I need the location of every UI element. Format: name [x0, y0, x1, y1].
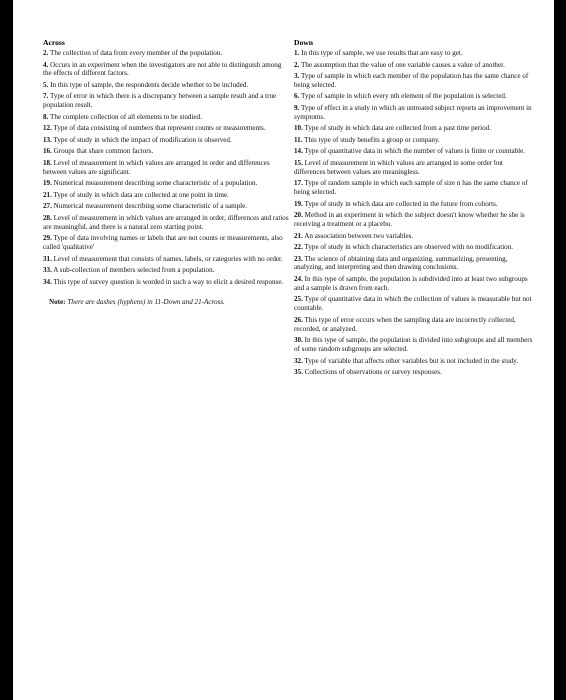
clue-number: 11.	[294, 135, 303, 144]
clue-number: 27.	[43, 202, 52, 211]
across-clue	[43, 147, 289, 156]
clue-text: Level of measurement in which values are arranged in order, differences and ratios are meaningful, and there is a natural zero starting point.	[43, 213, 289, 231]
down-clue	[294, 92, 534, 101]
clue-text: Type of quantitative data in which the collection of values is measurable but not countable.	[294, 295, 532, 313]
clue-number: 13.	[43, 135, 52, 144]
clue-number: 32.	[294, 356, 303, 365]
worksheet-page	[13, 0, 554, 700]
clue-number: 19.	[294, 199, 303, 208]
across-clue-list	[43, 49, 289, 286]
clue-text: This type of error occurs when the sampling data are incorrectly collected, recorded, or analyzed.	[294, 315, 516, 333]
across-clue	[43, 159, 289, 177]
clue-number: 21.	[294, 231, 303, 240]
clue-text: Type of sample in which every nth element of the population is selected.	[300, 92, 507, 101]
down-clue-list	[294, 49, 534, 377]
clue-text: Type of variable that affects other variables but is not included in the study.	[304, 356, 519, 365]
clue-number: 33.	[43, 266, 52, 275]
clue-number: 35.	[294, 368, 303, 377]
across-column	[43, 38, 289, 380]
clue-text: Occurs in an experiment when the investigators are not able to distinguish among the effects of different factors.	[43, 60, 282, 78]
clue-number: 15.	[294, 158, 303, 167]
clue-text: In this type of sample, we use results that are easy to get.	[301, 49, 463, 57]
down-clue	[294, 147, 534, 156]
clue-number: 34.	[43, 277, 52, 286]
clue-text: This type of survey question is worded in such a way to elicit a desired response.	[53, 277, 284, 286]
clue-number: 10.	[294, 124, 303, 133]
down-clue	[294, 368, 534, 377]
clue-text: Type of random sample in which each sample of size n has the same chance of being selected.	[294, 179, 528, 197]
down-heading: Down	[294, 38, 313, 47]
down-clue	[294, 61, 534, 70]
note-text: There are dashes (hyphens) in 11-Down and 21-Across.	[67, 298, 225, 307]
clue-number: 29.	[43, 234, 52, 243]
clue-text: Type of study in which characteristics are observed with no modification.	[304, 243, 514, 252]
down-clue	[294, 316, 534, 334]
clue-text: Groups that share common factors.	[53, 147, 154, 156]
clue-number: 6.	[294, 92, 300, 101]
clue-number: 14.	[294, 147, 303, 156]
clue-text: Type of sample in which each member of the population has the same chance of being selected.	[294, 72, 529, 89]
clue-text: Type of study in which data are collected in the future from cohorts.	[304, 199, 498, 208]
across-clue	[43, 61, 289, 79]
down-clue	[294, 104, 534, 122]
clue-number: 12.	[43, 124, 52, 133]
clue-text: The assumption that the value of one variable causes a value of another.	[300, 60, 505, 69]
down-clue	[294, 295, 534, 313]
clue-text: Numerical measurement describing some characteristic of a population.	[53, 179, 258, 188]
down-clue	[294, 357, 534, 366]
clue-number: 17.	[294, 179, 303, 188]
across-clue	[43, 179, 289, 188]
clue-number: 21.	[43, 190, 52, 199]
clue-number: 24.	[294, 274, 303, 283]
down-clue	[294, 49, 534, 58]
clue-text: Type of quantitative data in which the number of values is finite or countable.	[304, 147, 526, 156]
clue-text: In this type of sample, the respondents decide whether to be included.	[50, 80, 249, 89]
clue-text: Type of error in which there is a discrepancy between a sample result and a true population result.	[43, 92, 277, 110]
clue-number: 9.	[294, 103, 300, 112]
clue-number: 3.	[294, 72, 300, 80]
clue-number: 4.	[43, 60, 49, 69]
clue-number: 2.	[43, 49, 49, 57]
down-clue	[294, 336, 534, 354]
clue-number: 16.	[43, 147, 52, 156]
clue-text: Type of study in which data are collected from a past time period.	[304, 124, 491, 133]
clue-text: Level of measurement that consists of names, labels, or categories with no order.	[53, 254, 283, 263]
clue-number: 7.	[43, 92, 49, 101]
across-clue	[43, 92, 289, 110]
clue-number: 28.	[43, 213, 52, 222]
clue-text: Type of data involving names or labels that are not counts or measurements, also called 'qualitative'	[43, 234, 283, 252]
across-clue	[43, 191, 289, 200]
across-clue	[43, 136, 289, 145]
clue-number: 18.	[43, 158, 52, 167]
across-clue	[43, 234, 289, 252]
clue-text: Collections of observations or survey responses.	[304, 368, 442, 377]
down-clue	[294, 243, 534, 252]
down-clue	[294, 211, 534, 229]
clue-number: 31.	[43, 254, 52, 263]
down-clue	[294, 72, 534, 90]
down-column	[294, 38, 534, 380]
clue-text: In this type of sample, the population is divided into subgroups and all members of some random subgroups are selected.	[294, 336, 533, 354]
clue-text: Level of measurement in which values are arranged in some order but differences between values are meaningless.	[294, 158, 504, 176]
clue-number: 8.	[43, 112, 49, 121]
down-clue	[294, 232, 534, 241]
across-clue	[43, 214, 289, 232]
clue-text: Level of measurement in which values are arranged in order and differences between values are significant.	[43, 158, 270, 176]
across-clue	[43, 202, 289, 211]
clue-number: 23.	[294, 254, 303, 263]
clue-text: An association between two variables.	[304, 231, 414, 240]
down-clue	[294, 159, 534, 177]
across-clue	[43, 113, 289, 122]
down-clue	[294, 179, 534, 197]
down-clue	[294, 124, 534, 133]
clue-text: Method in an experiment in which the subject doesn't know whether he she is receiving a treatment or a placebo.	[294, 211, 525, 229]
clue-text: In this type of sample, the population is subdivided into at least two subgroups and a sample is drawn from each.	[294, 274, 528, 292]
across-clue	[43, 255, 289, 264]
clue-number: 22.	[294, 243, 303, 252]
note-label: Note:	[49, 298, 66, 307]
down-clue	[294, 136, 534, 145]
clue-text: Type of data consisting of numbers that represent counts or measurements.	[53, 124, 266, 133]
clue-number: 26.	[294, 315, 303, 324]
note	[43, 298, 289, 307]
clue-text: Numerical measurement describing some characteristic of a sample.	[53, 202, 248, 211]
clue-number: 2.	[294, 60, 300, 69]
across-clue	[43, 278, 289, 287]
clue-text: The complete collection of all elements to be studied.	[49, 112, 202, 121]
clue-number: 5.	[43, 80, 49, 89]
across-clue	[43, 266, 289, 275]
across-clue	[43, 81, 289, 90]
clue-number: 30.	[294, 336, 303, 345]
clue-text: Type of study in which the impact of modification is observed.	[53, 135, 232, 144]
down-clue	[294, 275, 534, 293]
clue-text: The collection of data from every member of the population.	[49, 49, 223, 57]
across-clue	[43, 49, 289, 58]
clue-text: Type of effect in a study in which an untreated subject reports an improvement in symptoms.	[294, 103, 532, 121]
clue-text: A sub-collection of members selected from a population.	[53, 266, 215, 275]
clue-number: 19.	[43, 179, 52, 188]
down-clue	[294, 200, 534, 209]
clue-text: The science of obtaining data and organizing, summarizing, presenting, analyzing, and interpreting and then drawing conclusions.	[294, 254, 508, 272]
clue-text: This type of study benefits a group or company.	[304, 135, 440, 144]
down-clue	[294, 255, 534, 273]
across-heading: Across	[43, 38, 65, 47]
clue-number: 25.	[294, 295, 303, 304]
clue-number: 1.	[294, 49, 300, 57]
clue-text: Type of study in which data are collected at one point in time.	[53, 190, 229, 199]
clue-number: 20.	[294, 211, 303, 220]
across-clue	[43, 124, 289, 133]
